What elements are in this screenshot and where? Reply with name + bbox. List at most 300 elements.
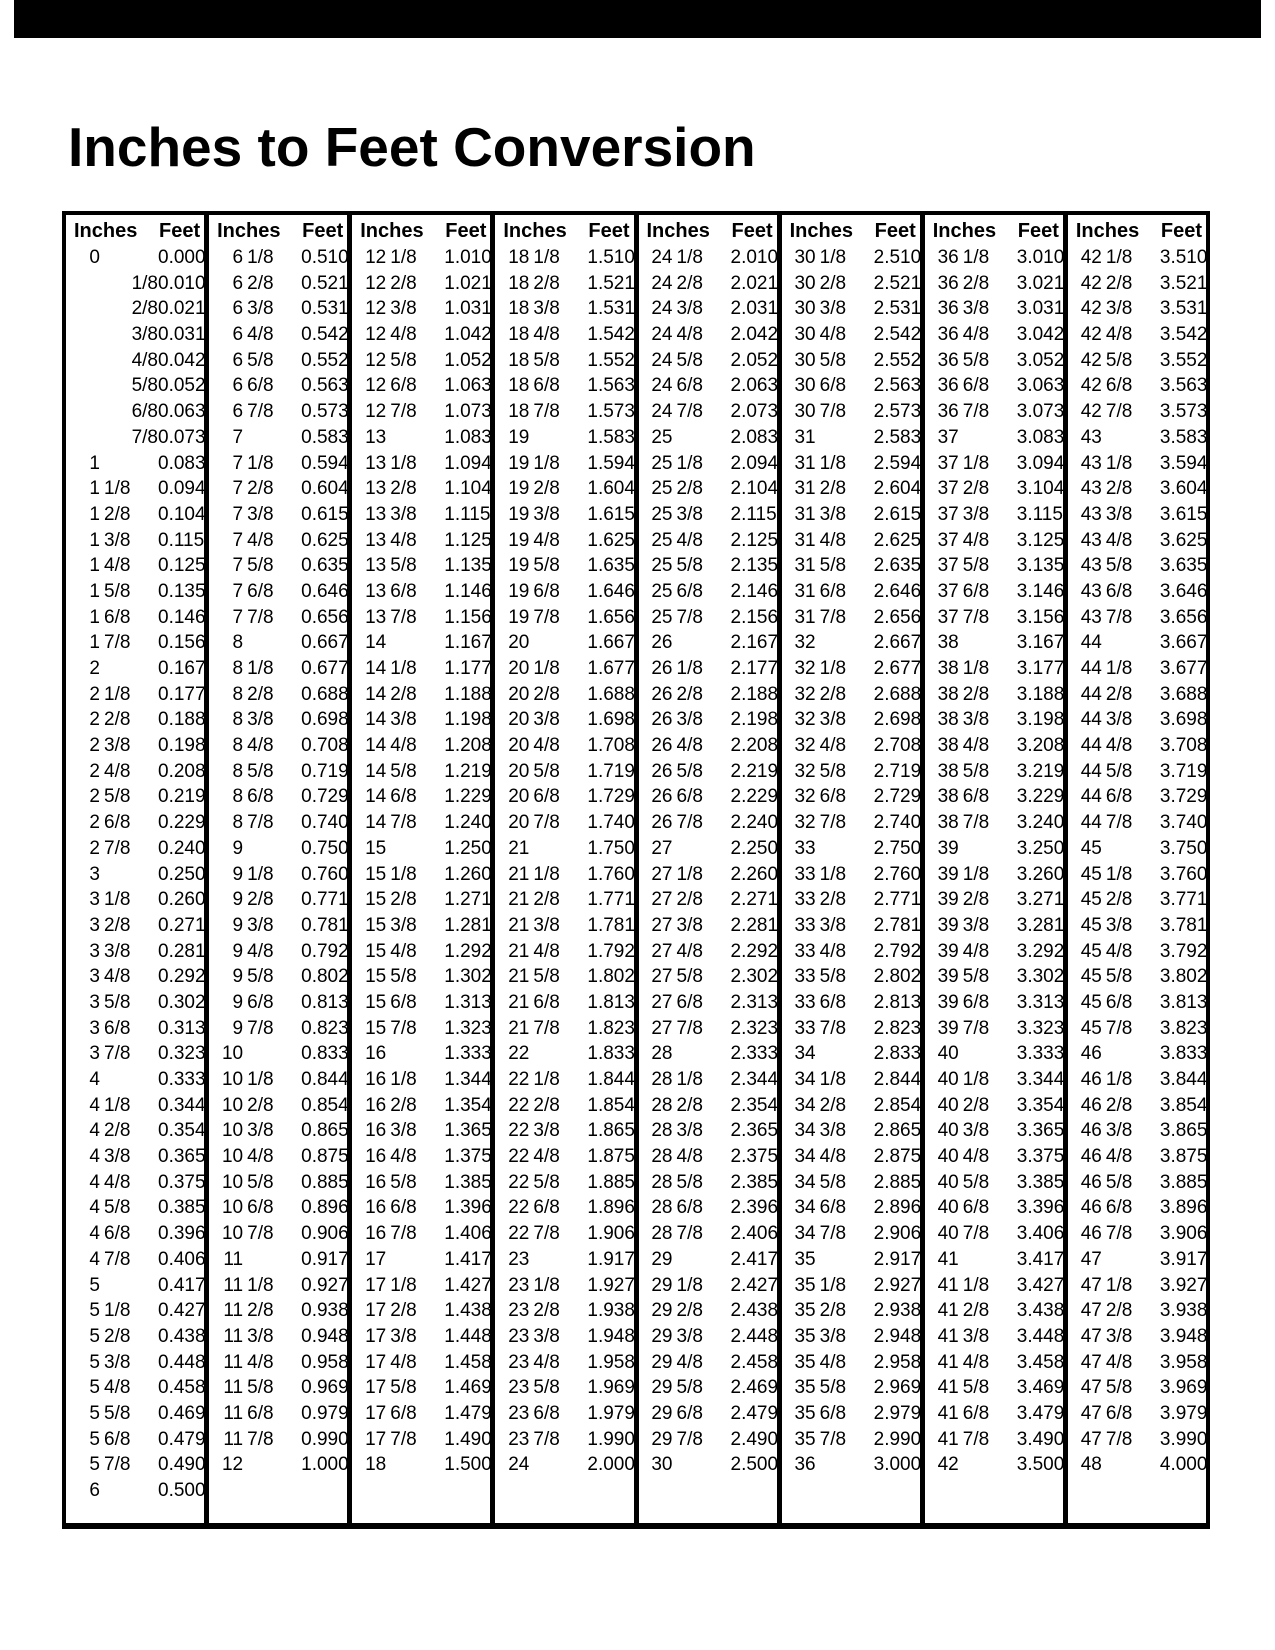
feet-value-cell: 1.802 bbox=[587, 966, 635, 988]
inches-fraction-cell: 6/8 bbox=[819, 375, 847, 397]
feet-value-cell: 2.656 bbox=[873, 606, 922, 628]
inches-fraction-cell: 4/8 bbox=[1105, 735, 1133, 757]
feet-value-cell: 1.688 bbox=[587, 683, 635, 705]
inches-whole-cell: 13 bbox=[365, 426, 387, 448]
inches-whole-cell: 35 bbox=[794, 1274, 816, 1296]
inches-whole-cell: 34 bbox=[794, 1043, 816, 1065]
inches-whole-cell bbox=[78, 399, 100, 425]
inches-whole-cell: 18 bbox=[508, 324, 530, 346]
inches-whole-cell: 40 bbox=[937, 1146, 959, 1168]
feet-value-cell: 0.167 bbox=[158, 658, 206, 679]
inches-whole-cell: 5 bbox=[89, 1351, 100, 1373]
feet-value-cell: 3.354 bbox=[1016, 1094, 1065, 1116]
inches-fraction-cell: 2/8 bbox=[676, 1300, 703, 1322]
inches-whole-cell: 36 bbox=[937, 272, 959, 294]
feet-value-cell: 2.490 bbox=[730, 1428, 779, 1450]
feet-value-cell: 0.104 bbox=[158, 503, 206, 525]
inches-whole-cell: 25 bbox=[651, 606, 673, 628]
inches-whole-cell: 47 bbox=[1080, 1248, 1102, 1270]
feet-value-cell: 3.344 bbox=[1016, 1069, 1065, 1090]
table-row bbox=[1068, 1350, 1206, 1376]
table-row bbox=[495, 1324, 633, 1350]
inches-whole-cell: 3 bbox=[89, 914, 100, 936]
feet-value-cell: 1.792 bbox=[587, 940, 635, 962]
feet-value-cell: 3.990 bbox=[1159, 1428, 1208, 1450]
table-row bbox=[925, 1298, 1063, 1324]
inches-fraction-cell: 6/8 bbox=[247, 580, 274, 602]
feet-value-cell: 1.198 bbox=[444, 709, 492, 731]
feet-value-cell: 3.177 bbox=[1016, 658, 1065, 679]
inches-whole-cell: 20 bbox=[508, 786, 530, 808]
feet-value-cell: 2.448 bbox=[730, 1325, 779, 1347]
inches-whole-cell: 22 bbox=[508, 1094, 530, 1116]
table-row bbox=[495, 476, 633, 502]
table-row bbox=[639, 759, 777, 785]
inches-fraction-cell: 3/8 bbox=[1105, 914, 1133, 936]
inches-whole-cell: 3 bbox=[89, 1043, 100, 1065]
table-row bbox=[925, 1170, 1063, 1196]
inches-whole-cell: 42 bbox=[1080, 247, 1102, 268]
inches-fraction-cell: 4/8 bbox=[533, 324, 560, 346]
inches-fraction-cell: 1/8 bbox=[247, 658, 274, 679]
inches-fraction-cell: 5/8 bbox=[247, 1171, 274, 1193]
inches-whole-cell: 19 bbox=[508, 426, 530, 448]
inches-fraction-cell: 2/8 bbox=[131, 298, 158, 320]
table-row bbox=[639, 1016, 777, 1042]
inches-fraction-cell: 1/8 bbox=[676, 452, 703, 474]
inches-whole-cell: 15 bbox=[365, 914, 387, 936]
feet-value-cell: 0.594 bbox=[301, 452, 349, 474]
feet-value-cell: 3.198 bbox=[1016, 709, 1065, 731]
inches-whole-cell: 44 bbox=[1080, 760, 1102, 782]
feet-value-cell: 2.760 bbox=[873, 863, 922, 885]
inches-whole-cell: 35 bbox=[794, 1402, 816, 1424]
inches-fraction-cell: 4/8 bbox=[962, 1146, 990, 1168]
conversion-column-group bbox=[639, 215, 782, 1523]
inches-whole-cell: 34 bbox=[794, 1223, 816, 1245]
feet-value-cell: 2.844 bbox=[873, 1069, 922, 1090]
feet-value-cell: 1.573 bbox=[587, 401, 635, 423]
feet-value-cell: 2.031 bbox=[730, 298, 779, 320]
feet-value-cell: 3.615 bbox=[1159, 503, 1208, 525]
inches-fraction-cell: 2/8 bbox=[962, 1300, 990, 1322]
table-row bbox=[1068, 1170, 1206, 1196]
table-row bbox=[495, 1093, 633, 1119]
inches-whole-cell: 21 bbox=[508, 940, 530, 962]
inches-fraction-cell: 5/8 bbox=[533, 349, 560, 371]
feet-value-cell: 1.313 bbox=[444, 991, 492, 1013]
inches-whole-cell: 37 bbox=[937, 503, 959, 525]
table-row bbox=[352, 1401, 490, 1427]
feet-value-cell: 1.167 bbox=[444, 632, 492, 654]
inches-whole-cell: 21 bbox=[508, 837, 530, 859]
feet-value-cell: 1.948 bbox=[587, 1325, 635, 1347]
table-row bbox=[925, 630, 1063, 656]
table-row bbox=[639, 707, 777, 733]
inches-whole-cell: 38 bbox=[937, 760, 959, 782]
table-row bbox=[66, 1144, 204, 1170]
column-group-header bbox=[66, 215, 204, 245]
table-row bbox=[352, 1221, 490, 1247]
inches-whole-cell: 44 bbox=[1080, 658, 1102, 679]
inches-fraction-cell: 2/8 bbox=[390, 683, 417, 705]
table-row bbox=[639, 656, 777, 682]
table-row bbox=[495, 784, 633, 810]
table-row bbox=[495, 862, 633, 888]
table-row bbox=[209, 1195, 347, 1221]
feet-value-cell: 0.448 bbox=[158, 1351, 206, 1373]
inches-fraction-cell: 6/8 bbox=[962, 786, 990, 808]
table-row bbox=[209, 579, 347, 605]
table-row bbox=[209, 271, 347, 297]
inches-whole-cell: 45 bbox=[1080, 1017, 1102, 1039]
inches-whole-cell: 17 bbox=[365, 1428, 387, 1450]
table-row bbox=[495, 1118, 633, 1144]
inches-whole-cell: 45 bbox=[1080, 991, 1102, 1013]
inches-fraction-cell: 5/8 bbox=[819, 1377, 847, 1399]
inches-whole-cell: 29 bbox=[651, 1351, 673, 1373]
feet-value-cell: 3.417 bbox=[1016, 1248, 1065, 1270]
inches-whole-cell: 16 bbox=[365, 1120, 387, 1142]
table-row bbox=[352, 887, 490, 913]
table-row bbox=[782, 425, 920, 451]
inches-whole-cell: 46 bbox=[1080, 1120, 1102, 1142]
table-row bbox=[66, 1221, 204, 1247]
inches-fraction-cell: 1/8 bbox=[390, 1069, 417, 1090]
conversion-column-group bbox=[352, 215, 495, 1523]
inches-fraction-cell: 1/8 bbox=[962, 452, 990, 474]
feet-value-cell: 2.250 bbox=[730, 837, 779, 859]
feet-value-cell: 2.281 bbox=[730, 914, 779, 936]
table-row bbox=[209, 810, 347, 836]
inches-fraction-cell: 1/8 bbox=[1105, 452, 1133, 474]
inches-whole-cell: 40 bbox=[937, 1069, 959, 1090]
inches-fraction-cell: 5/8 bbox=[390, 1171, 417, 1193]
table-row bbox=[209, 476, 347, 502]
inches-fraction-cell: 7/8 bbox=[247, 1223, 274, 1245]
feet-value-cell: 3.052 bbox=[1016, 349, 1065, 371]
inches-whole-cell: 35 bbox=[794, 1377, 816, 1399]
column-group-header bbox=[352, 215, 490, 245]
inches-fraction-cell: 4/8 bbox=[533, 529, 560, 551]
inches-fraction-cell: 3/8 bbox=[247, 298, 274, 320]
table-row bbox=[495, 630, 633, 656]
feet-value-cell: 0.250 bbox=[158, 863, 206, 885]
inches-whole-cell: 22 bbox=[508, 1043, 530, 1065]
inches-fraction-cell: 2/8 bbox=[247, 478, 274, 500]
inches-fraction-cell: 3/8 bbox=[676, 914, 703, 936]
inches-fraction-cell: 3/8 bbox=[533, 298, 560, 320]
table-row bbox=[352, 245, 490, 271]
feet-value-cell: 2.135 bbox=[730, 555, 779, 577]
feet-value-cell: 1.938 bbox=[587, 1300, 635, 1322]
inches-fraction-cell: 7/8 bbox=[533, 401, 560, 423]
inches-whole-cell: 27 bbox=[651, 837, 673, 859]
inches-whole-cell: 5 bbox=[89, 1274, 100, 1296]
inches-whole-cell: 43 bbox=[1080, 580, 1102, 602]
inches-fraction-cell: 5/8 bbox=[819, 349, 847, 371]
inches-fraction-cell: 1/8 bbox=[819, 247, 847, 268]
feet-value-cell: 0.573 bbox=[301, 401, 349, 423]
inches-whole-cell: 36 bbox=[937, 375, 959, 397]
column-header-feet: Feet bbox=[1160, 220, 1202, 242]
feet-value-cell: 3.573 bbox=[1159, 401, 1208, 423]
table-row bbox=[352, 451, 490, 477]
inches-whole-cell: 4 bbox=[89, 1146, 100, 1168]
feet-value-cell: 0.885 bbox=[301, 1171, 349, 1193]
table-row bbox=[209, 1452, 347, 1478]
inches-fraction-cell: 2/8 bbox=[819, 683, 847, 705]
inches-whole-cell: 30 bbox=[794, 247, 816, 268]
feet-value-cell: 0.469 bbox=[158, 1402, 206, 1424]
table-row bbox=[209, 502, 347, 528]
feet-value-cell: 2.229 bbox=[730, 786, 779, 808]
feet-value-cell: 2.667 bbox=[873, 632, 922, 654]
inches-whole-cell: 41 bbox=[937, 1248, 959, 1270]
inches-fraction-cell bbox=[104, 1067, 158, 1093]
inches-fraction-cell: 6/8 bbox=[819, 786, 847, 808]
inches-fraction-cell: 3/8 bbox=[819, 914, 847, 936]
feet-value-cell: 3.021 bbox=[1016, 272, 1065, 294]
inches-whole-cell: 12 bbox=[221, 1454, 244, 1476]
table-row bbox=[925, 1324, 1063, 1350]
table-row bbox=[352, 296, 490, 322]
table-row bbox=[1068, 913, 1206, 939]
inches-fraction-cell: 6/8 bbox=[819, 580, 847, 602]
feet-value-cell: 3.365 bbox=[1016, 1120, 1065, 1142]
table-row bbox=[352, 1118, 490, 1144]
inches-whole-cell: 2 bbox=[89, 812, 100, 834]
table-row bbox=[209, 1350, 347, 1376]
inches-whole-cell: 18 bbox=[508, 272, 530, 294]
inches-whole-cell: 7 bbox=[232, 580, 244, 602]
inches-fraction-cell: 4/8 bbox=[676, 1146, 703, 1168]
feet-value-cell: 2.365 bbox=[730, 1120, 779, 1142]
inches-fraction-cell: 6/8 bbox=[1105, 1402, 1133, 1424]
table-row bbox=[495, 1247, 633, 1273]
table-row bbox=[209, 1118, 347, 1144]
feet-value-cell: 2.542 bbox=[873, 324, 922, 346]
inches-fraction-cell: 1/8 bbox=[962, 1069, 990, 1090]
inches-fraction-cell: 4/8 bbox=[676, 529, 703, 551]
feet-value-cell: 1.354 bbox=[444, 1094, 492, 1116]
feet-value-cell: 2.260 bbox=[730, 863, 779, 885]
table-row bbox=[495, 964, 633, 990]
table-row bbox=[1068, 784, 1206, 810]
feet-value-cell: 0.635 bbox=[301, 555, 349, 577]
table-row bbox=[639, 964, 777, 990]
inches-fraction-cell: 3/8 bbox=[533, 1120, 560, 1142]
feet-value-cell: 0.042 bbox=[158, 349, 206, 371]
table-row bbox=[639, 1427, 777, 1453]
feet-value-cell: 3.542 bbox=[1159, 324, 1208, 346]
table-row bbox=[209, 1401, 347, 1427]
feet-value-cell: 2.708 bbox=[873, 735, 922, 757]
feet-value-cell: 3.729 bbox=[1159, 786, 1208, 808]
inches-whole-cell: 26 bbox=[651, 658, 673, 679]
feet-value-cell: 1.188 bbox=[444, 683, 492, 705]
table-row bbox=[1068, 271, 1206, 297]
table-row bbox=[66, 528, 204, 554]
feet-value-cell: 0.198 bbox=[158, 735, 206, 757]
inches-fraction-cell: 1/8 bbox=[104, 889, 131, 911]
inches-fraction-cell: 4/8 bbox=[247, 529, 274, 551]
table-row bbox=[66, 707, 204, 733]
feet-value-cell: 1.406 bbox=[444, 1223, 492, 1245]
table-row bbox=[925, 1016, 1063, 1042]
inches-whole-cell: 20 bbox=[508, 812, 530, 834]
inches-whole-cell: 37 bbox=[937, 529, 959, 551]
inches-whole-cell: 2 bbox=[89, 760, 100, 782]
inches-whole-cell: 34 bbox=[794, 1094, 816, 1116]
inches-whole-cell: 29 bbox=[651, 1402, 673, 1424]
inches-fraction-cell bbox=[247, 836, 301, 862]
table-row bbox=[1068, 990, 1206, 1016]
table-row bbox=[782, 528, 920, 554]
table-row bbox=[66, 656, 204, 682]
feet-value-cell: 2.094 bbox=[730, 452, 779, 474]
table-row bbox=[66, 682, 204, 708]
inches-whole-cell: 17 bbox=[365, 1248, 387, 1270]
inches-whole-cell: 39 bbox=[937, 889, 959, 911]
feet-value-cell: 0.844 bbox=[301, 1069, 349, 1090]
inches-fraction-cell: 4/8 bbox=[247, 940, 274, 962]
table-row bbox=[495, 1401, 633, 1427]
table-row bbox=[782, 1375, 920, 1401]
feet-value-cell: 0.979 bbox=[301, 1402, 349, 1424]
inches-whole-cell: 3 bbox=[89, 940, 100, 962]
table-row bbox=[639, 990, 777, 1016]
feet-value-cell: 3.250 bbox=[1016, 837, 1065, 859]
feet-value-cell: 3.656 bbox=[1159, 606, 1208, 628]
inches-fraction-cell bbox=[963, 1247, 1017, 1273]
table-row bbox=[495, 579, 633, 605]
feet-value-cell: 1.677 bbox=[587, 658, 635, 679]
feet-value-cell: 1.833 bbox=[587, 1043, 635, 1065]
inches-whole-cell: 27 bbox=[651, 1017, 673, 1039]
table-row bbox=[1068, 630, 1206, 656]
inches-fraction-cell: 7/8 bbox=[247, 1428, 274, 1450]
inches-fraction-cell: 3/8 bbox=[819, 1120, 847, 1142]
inches-fraction-cell: 3/8 bbox=[390, 1120, 417, 1142]
inches-whole-cell: 16 bbox=[365, 1094, 387, 1116]
inches-whole-cell: 14 bbox=[365, 786, 387, 808]
inches-whole-cell: 2 bbox=[89, 837, 100, 859]
inches-fraction-cell: 7/8 bbox=[533, 1428, 560, 1450]
inches-fraction-cell: 6/8 bbox=[247, 991, 274, 1013]
table-row bbox=[66, 1452, 204, 1478]
feet-value-cell: 2.396 bbox=[730, 1197, 779, 1219]
inches-fraction-cell bbox=[390, 836, 444, 862]
inches-fraction-cell: 4/8 bbox=[104, 555, 131, 577]
inches-fraction-cell bbox=[247, 425, 301, 451]
table-row bbox=[209, 862, 347, 888]
inches-whole-cell: 26 bbox=[651, 812, 673, 834]
feet-value-cell: 1.260 bbox=[444, 863, 492, 885]
inches-whole-cell bbox=[78, 373, 100, 399]
feet-value-cell: 2.750 bbox=[873, 837, 922, 859]
inches-fraction-cell: 3/8 bbox=[962, 503, 990, 525]
inches-fraction-cell: 4/8 bbox=[533, 940, 560, 962]
table-row bbox=[1068, 1452, 1206, 1478]
feet-value-cell: 3.948 bbox=[1159, 1325, 1208, 1347]
inches-whole-cell: 9 bbox=[232, 991, 244, 1013]
inches-fraction-cell bbox=[820, 1452, 874, 1478]
feet-value-cell: 2.896 bbox=[873, 1197, 922, 1219]
table-row bbox=[495, 990, 633, 1016]
table-row bbox=[925, 1247, 1063, 1273]
inches-whole-cell: 15 bbox=[365, 966, 387, 988]
inches-fraction-cell: 5/8 bbox=[962, 966, 990, 988]
feet-value-cell: 1.375 bbox=[444, 1146, 492, 1168]
inches-whole-cell: 26 bbox=[651, 683, 673, 705]
inches-whole-cell: 23 bbox=[508, 1300, 530, 1322]
table-row bbox=[639, 1093, 777, 1119]
inches-whole-cell: 12 bbox=[365, 349, 387, 371]
inches-whole-cell: 45 bbox=[1080, 863, 1102, 885]
feet-value-cell: 0.208 bbox=[158, 760, 206, 782]
inches-fraction-cell: 3/8 bbox=[1105, 709, 1133, 731]
table-row bbox=[495, 1273, 633, 1299]
inches-whole-cell: 15 bbox=[365, 991, 387, 1013]
inches-fraction-cell: 1/8 bbox=[533, 247, 560, 268]
feet-value-cell: 1.760 bbox=[587, 863, 635, 885]
table-row bbox=[782, 1324, 920, 1350]
inches-fraction-cell bbox=[820, 1041, 874, 1067]
table-row bbox=[639, 913, 777, 939]
inches-whole-cell: 35 bbox=[794, 1428, 816, 1450]
feet-value-cell: 1.823 bbox=[587, 1017, 635, 1039]
feet-value-cell: 3.938 bbox=[1159, 1300, 1208, 1322]
table-row bbox=[1068, 1247, 1206, 1273]
inches-whole-cell: 25 bbox=[651, 452, 673, 474]
inches-whole-cell: 24 bbox=[508, 1454, 530, 1476]
inches-fraction-cell: 5/8 bbox=[962, 1171, 990, 1193]
inches-fraction-cell: 6/8 bbox=[676, 1402, 703, 1424]
feet-value-cell: 1.594 bbox=[587, 452, 635, 474]
table-row bbox=[352, 1324, 490, 1350]
inches-whole-cell: 40 bbox=[937, 1094, 959, 1116]
inches-fraction-cell: 7/8 bbox=[247, 401, 274, 423]
inches-fraction-cell: 4/8 bbox=[676, 1351, 703, 1373]
feet-value-cell: 0.740 bbox=[301, 812, 349, 834]
inches-whole-cell: 10 bbox=[221, 1043, 244, 1065]
inches-whole-cell: 18 bbox=[508, 349, 530, 371]
table-row bbox=[209, 1016, 347, 1042]
table-row bbox=[782, 1273, 920, 1299]
inches-fraction-cell: 6/8 bbox=[104, 812, 131, 834]
table-row bbox=[66, 1093, 204, 1119]
table-row bbox=[495, 759, 633, 785]
inches-whole-cell: 28 bbox=[651, 1069, 673, 1090]
feet-value-cell: 0.677 bbox=[301, 658, 349, 679]
inches-whole-cell: 42 bbox=[1080, 401, 1102, 423]
table-row bbox=[495, 502, 633, 528]
inches-whole-cell: 38 bbox=[937, 812, 959, 834]
inches-fraction-cell: 1/8 bbox=[390, 863, 417, 885]
table-row bbox=[209, 939, 347, 965]
inches-fraction-cell: 7/8 bbox=[247, 1017, 274, 1039]
inches-fraction-cell: 6/8 bbox=[676, 1197, 703, 1219]
inches-fraction-cell bbox=[963, 425, 1017, 451]
feet-value-cell: 1.427 bbox=[444, 1274, 492, 1296]
inches-fraction-cell: 5/8 bbox=[962, 1377, 990, 1399]
inches-whole-cell: 34 bbox=[794, 1197, 816, 1219]
feet-value-cell: 2.917 bbox=[873, 1248, 922, 1270]
table-row bbox=[209, 656, 347, 682]
inches-fraction-cell: 7/8 bbox=[390, 1428, 417, 1450]
column-header-feet: Feet bbox=[1017, 220, 1059, 242]
